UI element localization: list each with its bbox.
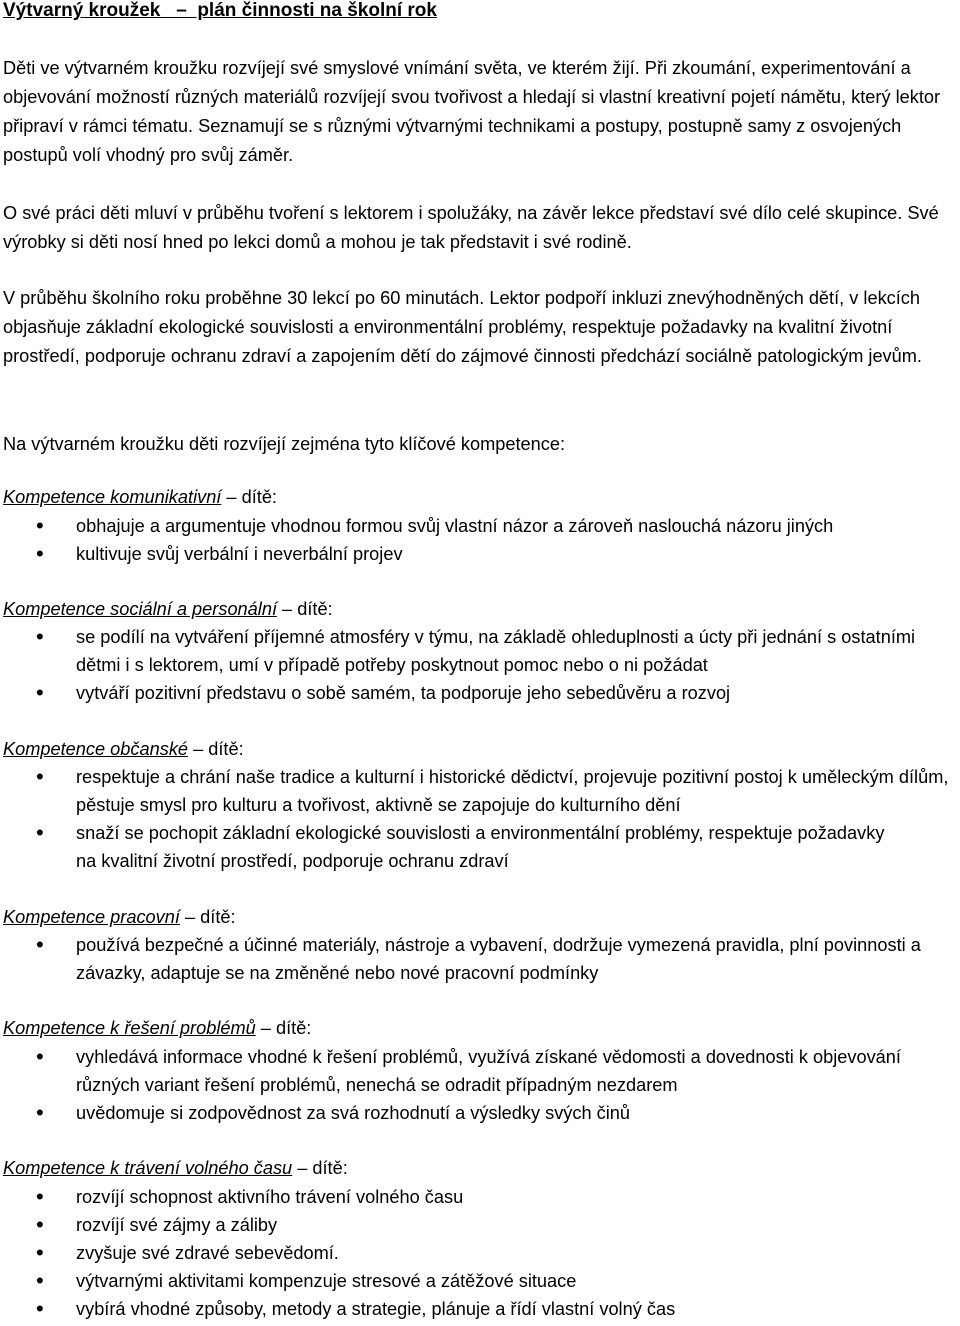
section-heading-social — [3, 595, 333, 624]
list-item: • zvyšuje své zdravé sebevědomí. — [0, 1239, 960, 1267]
section-list-problem-solving — [0, 1043, 910, 1127]
list-item: • vytváří pozitivní představu o sobě samém, ta podporuje jeho sebedůvěru a rozvoj — [0, 679, 940, 707]
section-suffix: – dítě: — [179, 907, 236, 927]
list-item: • obhajuje a argumentuje vhodnou formou svůj vlastní názor a zároveň naslouchá názoru jiných — [0, 512, 960, 540]
section-title: Kompetence pracovní — [3, 907, 180, 927]
section-suffix: – dítě: — [221, 487, 277, 507]
list-item: • používá bezpečné a účinné materiály, nástroje a vybavení, dodržuje vymezená pravidla, plní povinnosti a závazky, adaptuje se na změněné nebo nové pracovní podmínky — [0, 931, 930, 987]
section-suffix: – dítě: — [188, 739, 244, 759]
document-title: Výtvarný kroužek – plán činnosti na školní rok — [3, 0, 437, 21]
section-title: Kompetence sociální a personální — [3, 599, 277, 619]
section-heading-civic — [3, 735, 244, 764]
section-title: Kompetence komunikativní — [3, 487, 222, 507]
competences-intro: Na výtvarném kroužku děti rozvíjejí zejména tyto klíčové kompetence: — [3, 434, 566, 454]
list-item: • uvědomuje si zodpovědnost za svá rozhodnutí a výsledky svých činů — [0, 1099, 910, 1127]
list-item: • kultivuje svůj verbální i neverbální projev — [0, 540, 960, 568]
list-item: • výtvarnými aktivitami kompenzuje stresové a zátěžové situace — [0, 1267, 960, 1295]
section-heading-work — [3, 903, 236, 932]
section-title: Kompetence občanské — [3, 739, 189, 759]
list-item: • vybírá vhodné způsoby, metody a strategie, plánuje a řídí vlastní volný čas — [0, 1295, 960, 1323]
section-title: Kompetence k trávení volného času — [3, 1158, 293, 1178]
presentation-paragraph: O své práci děti mluví v průběhu tvoření s lektorem i spolužáky, na závěr lekce představí své dílo celé skupince. Své výrobky si děti nosí hned po lekci domů a mohou je tak představit i své rodině. — [3, 203, 939, 252]
section-suffix: – dítě: — [292, 1158, 348, 1178]
intro-paragraph: Děti ve výtvarném kroužku rozvíjejí své smyslové vnímání světa, ve kterém žijí. Při zkoumání, experimentování a objevování možností různých materiálů rozvíjejí svou tvořivost a hledají si vlastní kreativní pojetí námětu, který lektor připraví v rámci tématu. Seznamují se s různými výtvarnými technikami a postupy, postupně samy z osvojených postupů volí vhodný pro svůj záměr. — [3, 58, 941, 165]
section-list-civic — [0, 763, 960, 875]
section-suffix: – dítě: — [277, 599, 333, 619]
section-heading-communicative — [3, 483, 277, 512]
section-list-leisure — [0, 1183, 960, 1323]
list-item: • respektuje a chrání naše tradice a kulturní i historické dědictví, projevuje pozitivní postoj k uměleckým dílům, pěstuje smysl pro kulturu a tvořivost, aktivně se zapojuje do kulturního dění — [0, 763, 960, 819]
section-heading-leisure — [3, 1154, 348, 1183]
schedule-paragraph: V průběhu školního roku proběhne 30 lekcí po 60 minutách. Lektor podpoří inkluzi znevýhodněných dětí, v lekcích objasňuje základní ekologické souvislosti a environmentální problémy, respektuje požadavky na kvalitní životní prostředí, podporuje ochranu zdraví a zapojením dětí do zájmové činnosti předchází sociálně patologickým jevům. — [3, 288, 922, 366]
list-item: • snaží se pochopit základní ekologické souvislosti a environmentální problémy, respektuje požadavky na kvalitní životní prostředí, podporuje ochranu zdraví — [0, 819, 896, 875]
section-list-communicative — [0, 512, 960, 568]
list-item: • rozvíjí schopnost aktivního trávení volného času — [0, 1183, 960, 1211]
list-item: • vyhledává informace vhodné k řešení problémů, využívá získané vědomosti a dovednosti k objevování různých variant řešení problémů, nenechá se odradit případným nezdarem — [0, 1043, 910, 1099]
list-item: • rozvíjí své zájmy a záliby — [0, 1211, 960, 1239]
list-item: • se podílí na vytváření příjemné atmosféry v týmu, na základě ohleduplnosti a úcty při jednání s ostatními dětmi i s lektorem, umí v případě potřeby poskytnout pomoc nebo o ni požádat — [0, 623, 940, 679]
section-list-work — [0, 931, 930, 987]
section-suffix: – dítě: — [255, 1018, 312, 1038]
section-heading-problem-solving — [3, 1014, 311, 1043]
section-list-social — [0, 623, 940, 707]
section-title: Kompetence k řešení problémů — [3, 1018, 256, 1038]
